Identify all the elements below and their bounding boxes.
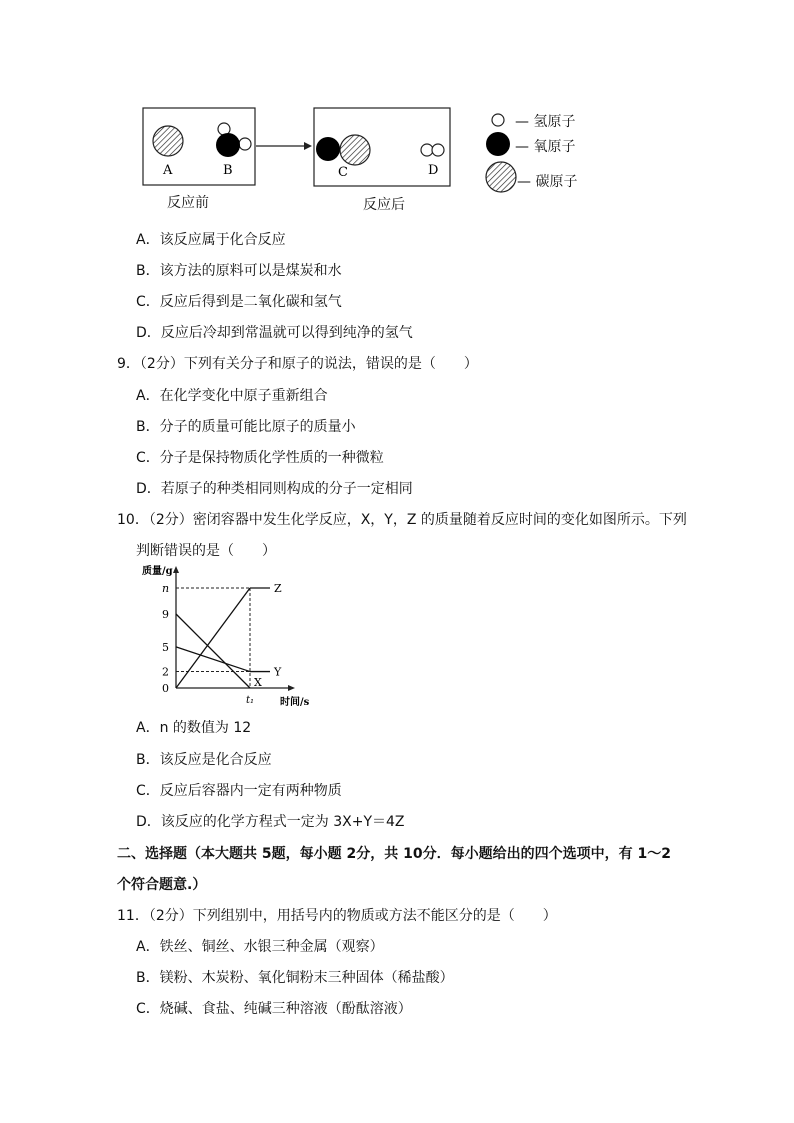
- label-b: B: [223, 163, 233, 178]
- mass-time-chart: [138, 562, 318, 710]
- carbon-atom-a: [153, 126, 183, 156]
- y-tick-label-4: 0: [162, 682, 169, 695]
- section2-title-line2: 个符合题意.）: [117, 877, 207, 893]
- label-c: C: [338, 165, 348, 180]
- legend-hydrogen: — 氢原子: [515, 114, 576, 130]
- oxygen-atom-b: [216, 133, 240, 157]
- hydrogen-atom-d1: [421, 144, 433, 156]
- series-line-z: [176, 588, 250, 688]
- reaction-diagram: [130, 104, 750, 214]
- series-label-y: Y: [274, 665, 282, 679]
- q10-option-c: C．反应后容器内一定有两种物质: [136, 783, 342, 799]
- q11-stem: 11．（2分）下列组别中，用括号内的物质或方法不能区分的是（ ）: [117, 908, 557, 924]
- hydrogen-atom-d2: [432, 144, 444, 156]
- legend-oxygen: — 氧原子: [515, 139, 576, 155]
- q10-option-a: A．n 的数值为 12: [136, 720, 252, 736]
- oxygen-atom-c: [316, 137, 340, 161]
- label-d: D: [428, 163, 439, 178]
- q9-option-c: C．分子是保持物质化学性质的一种微粒: [136, 450, 384, 466]
- before-caption: 反应前: [167, 195, 209, 211]
- q8-option-d: D．反应后冷却到常温就可以得到纯净的氢气: [136, 325, 413, 341]
- q9-stem: 9．（2分）下列有关分子和原子的说法，错误的是（ ）: [117, 356, 478, 372]
- legend-carbon: — 碳原子: [517, 174, 578, 190]
- chart-ylabel: 质量/g: [142, 566, 173, 577]
- y-tick-label-1: 9: [162, 608, 169, 621]
- y-tick-label-0: n: [162, 582, 170, 595]
- y-tick-label-3: 2: [162, 665, 169, 679]
- after-caption: 反应后: [363, 197, 405, 213]
- carbon-atom-c: [340, 135, 370, 165]
- y-tick-label-2: 5: [162, 640, 169, 654]
- q9-option-b: B．分子的质量可能比原子的质量小: [136, 419, 356, 435]
- series-label-x: X: [254, 676, 262, 689]
- x-tick-label-0: t₁: [246, 695, 255, 706]
- y-axis-arrow: [173, 566, 179, 573]
- label-a: A: [163, 163, 173, 178]
- q10-option-b: B．该反应是化合反应: [136, 752, 272, 768]
- legend-oxygen-icon: [486, 132, 510, 156]
- section2-title-line1: 二、选择题（本大题共 5题，每小题 2分，共 10分．每小题给出的四个选项中，有 1～2: [117, 846, 671, 862]
- q9-option-d: D．若原子的种类相同则构成的分子一定相同: [136, 481, 413, 497]
- q11-option-b: B．镁粉、木炭粉、氧化铜粉末三种固体（稀盐酸）: [136, 970, 454, 986]
- q8-option-b: B．该方法的原料可以是煤炭和水: [136, 263, 342, 279]
- x-axis-arrow: [288, 685, 295, 691]
- q10-stem-line1: 10．（2分）密闭容器中发生化学反应，X，Y，Z 的质量随着反应时间的变化如图所示。下列: [117, 512, 687, 528]
- arrow-head: [304, 142, 312, 150]
- q10-stem-line2: 判断错误的是（ ）: [136, 543, 276, 559]
- q11-option-a: A．铁丝、铜丝、水银三种金属（观察）: [136, 939, 384, 955]
- q8-option-a: A．该反应属于化合反应: [136, 232, 286, 248]
- q8-option-c: C．反应后得到是二氧化碳和氢气: [136, 294, 342, 310]
- q9-option-a: A．在化学变化中原子重新组合: [136, 388, 328, 404]
- chart-xlabel: 时间/s: [280, 697, 310, 708]
- hydrogen-atom-b2: [239, 138, 251, 150]
- series-label-z: Z: [274, 582, 282, 595]
- legend-hydrogen-icon: [492, 114, 504, 126]
- q10-option-d: D．该反应的化学方程式一定为 3X+Y＝4Z: [136, 814, 405, 830]
- legend-carbon-icon: [486, 162, 516, 192]
- q11-option-c: C．烧碱、食盐、纯碱三种溶液（酚酞溶液）: [136, 1001, 412, 1017]
